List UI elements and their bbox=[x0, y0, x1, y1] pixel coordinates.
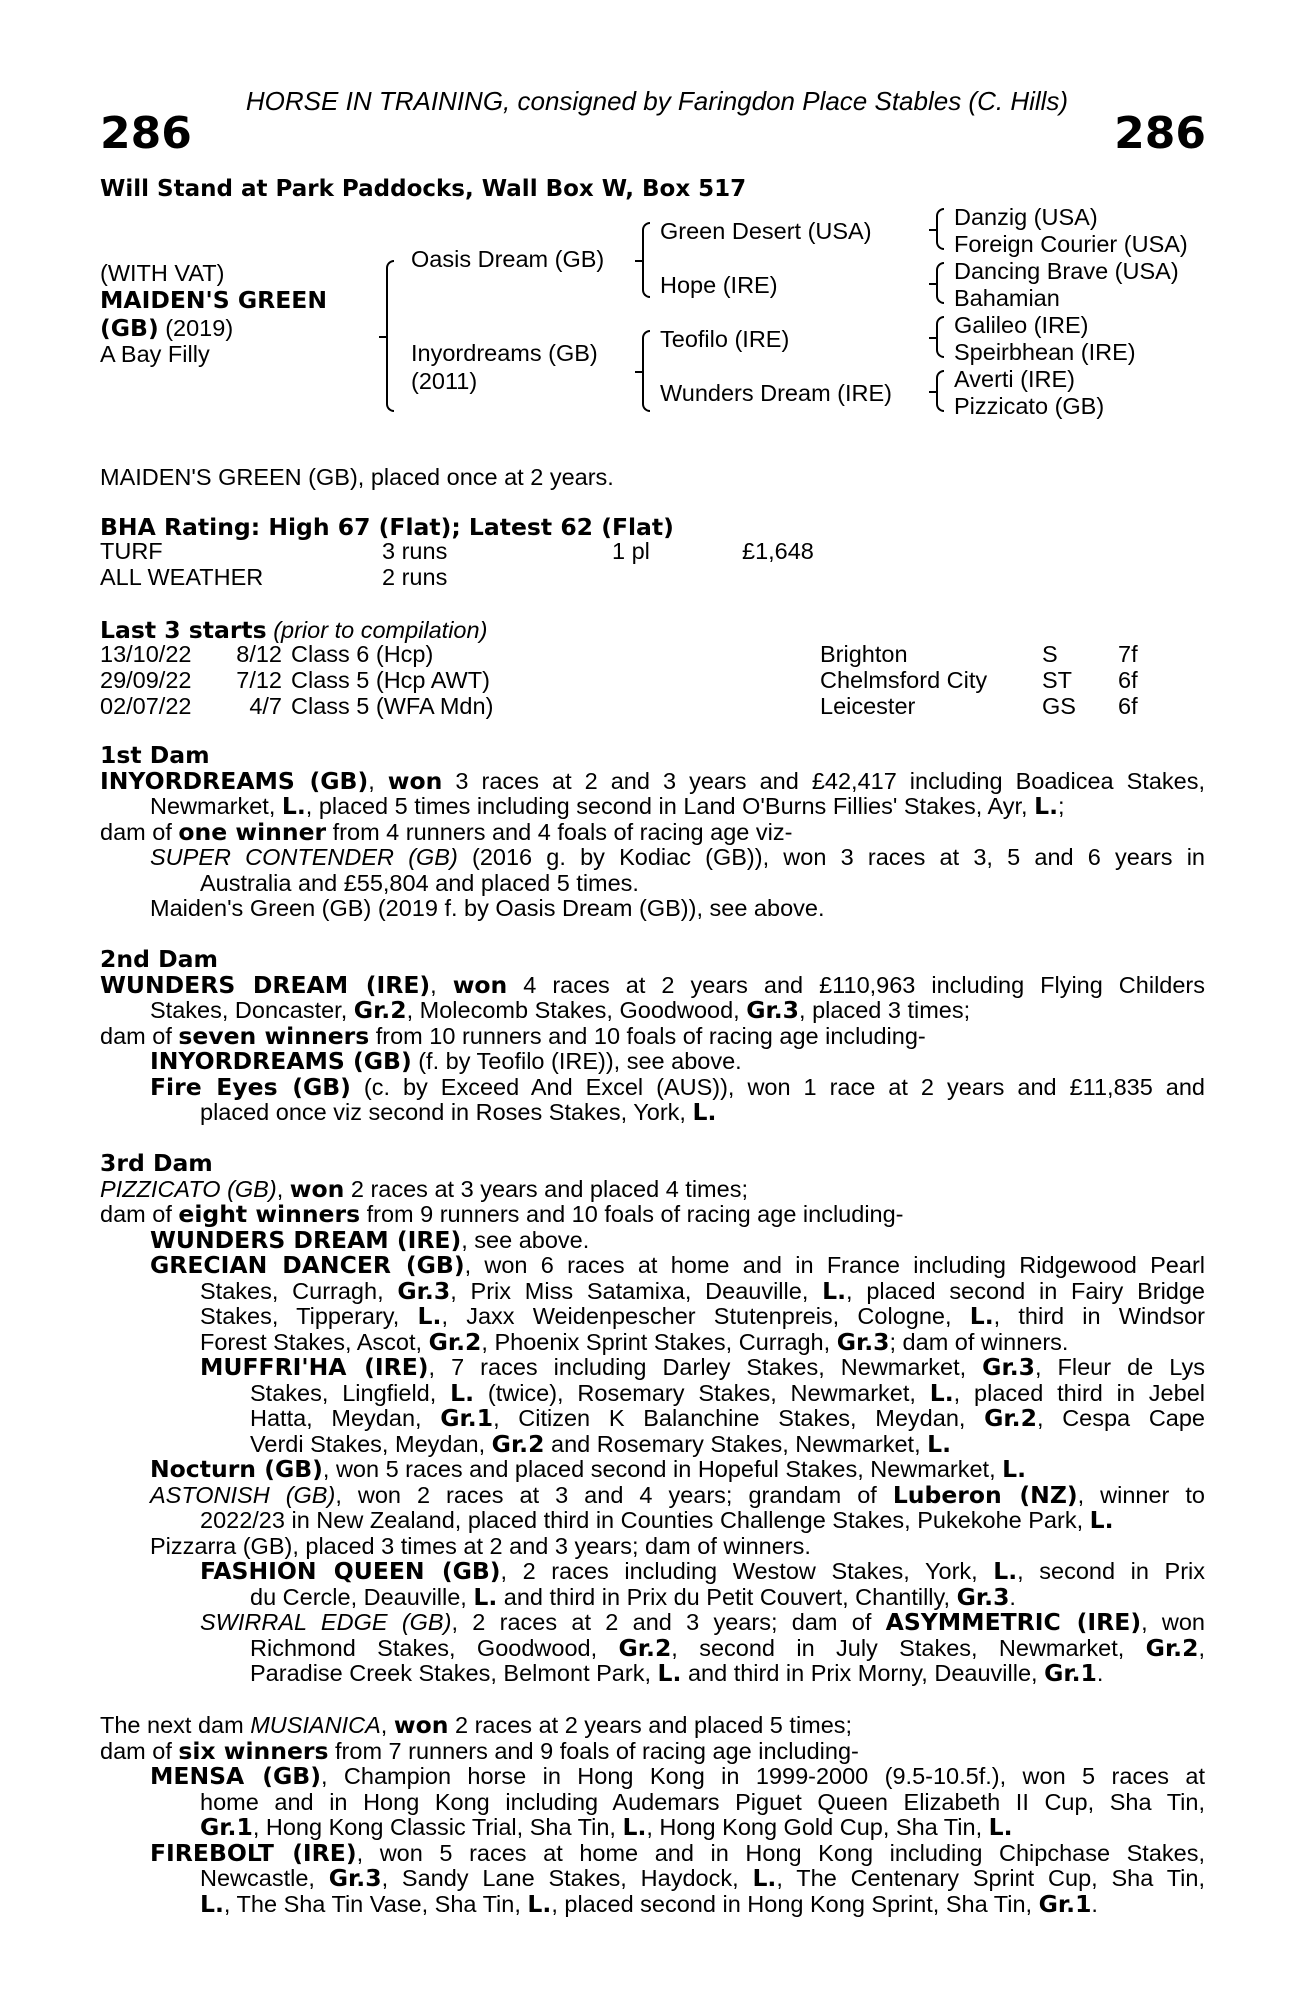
start-date: 13/10/22 bbox=[100, 641, 192, 667]
start-distance: 7f bbox=[1118, 641, 1138, 667]
dam-line: WUNDERS DREAM (IRE), won 4 races at 2 years and £110,963 including Flying Childers bbox=[100, 970, 1206, 999]
dam-line: placed once viz second in Roses Stakes, York, L. bbox=[200, 1098, 717, 1126]
rating-runs: 3 runs bbox=[382, 538, 448, 564]
dam-line: Fire Eyes (GB) (c. by Exceed And Excel (AUS)), won 1 race at 2 years and £11,835 and bbox=[150, 1072, 1205, 1101]
dam-line: MUFFRI'HA (IRE), 7 races including Darley Stakes, Newmarket, Gr.3, Fleur de Lys bbox=[200, 1353, 1205, 1381]
dam-line: Verdi Stakes, Meydan, Gr.2 and Rosemary Stakes, Newmarket, L. bbox=[250, 1429, 952, 1458]
pedigree-sdd: Bahamian bbox=[954, 285, 1060, 311]
bha-rating: BHA Rating: High 67 (Flat); Latest 62 (Flat) bbox=[100, 513, 674, 541]
lot-number-right: 286 bbox=[1114, 108, 1206, 159]
dam-line: FASHION QUEEN (GB), 2 races including Westow Stakes, York, L., second in Prix bbox=[200, 1557, 1206, 1585]
pedigree-brace bbox=[936, 262, 944, 304]
dam-line: Australia and £55,804 and placed 5 times. bbox=[200, 869, 639, 896]
start-race: Class 5 (WFA Mdn) bbox=[291, 693, 494, 719]
start-distance: 6f bbox=[1118, 693, 1138, 719]
dam-line: dam of six winners from 7 runners and 9 foals of racing age including- bbox=[100, 1736, 859, 1765]
pedigree-brace bbox=[642, 330, 650, 412]
dam-line: Richmond Stakes, Goodwood, Gr.2, second in July Stakes, Newmarket, Gr.2, bbox=[250, 1633, 1205, 1662]
dam-line: INYORDREAMS (GB) (f. by Teofilo (IRE)), see above. bbox=[150, 1047, 742, 1075]
pedigree-dss: Galileo (IRE) bbox=[954, 312, 1089, 338]
dam-line: Paradise Creek Stakes, Belmont Park, L. and third in Prix Morny, Deauville, Gr.1. bbox=[250, 1659, 1104, 1687]
pedigree-brace bbox=[936, 208, 944, 250]
pedigree-dam: Inyordreams (GB) bbox=[411, 340, 598, 366]
dam-line: Stakes, Curragh, Gr.3, Prix Miss Satamixa, Deauville, L., placed second in Fairy Bridge bbox=[200, 1276, 1205, 1305]
catalogue-header: HORSE IN TRAINING, consigned by Faringdon Place Stables (C. Hills) bbox=[245, 86, 1069, 116]
dam-line: Forest Stakes, Ascot, Gr.2, Phoenix Sprint Stakes, Curragh, Gr.3; dam of winners. bbox=[200, 1327, 1069, 1356]
stand-location: Will Stand at Park Paddocks, Wall Box W, Box 517 bbox=[100, 176, 747, 202]
pedigree-dam-dam: Wunders Dream (IRE) bbox=[660, 380, 893, 406]
start-course: Chelmsford City bbox=[820, 667, 988, 693]
dam-line: PIZZICATO (GB), won 2 races at 3 years and placed 4 times; bbox=[100, 1174, 748, 1203]
dam-line: Newcastle, Gr.3, Sandy Lane Stakes, Haydock, L., The Centenary Sprint Cup, Sha Tin, bbox=[200, 1864, 1205, 1892]
horse-name: MAIDEN'S GREEN bbox=[100, 286, 328, 314]
dam-line: home and in Hong Kong including Audemars Piguet Queen Elizabeth II Cup, Sha Tin, bbox=[200, 1788, 1205, 1815]
horse-origin-year: (GB) (2019) bbox=[100, 314, 234, 342]
dam-line: MENSA (GB), Champion horse in Hong Kong in 1999-2000 (9.5-10.5f.), won 5 races at bbox=[150, 1762, 1205, 1790]
pedigree-brace bbox=[386, 260, 394, 412]
dam-line: Stakes, Doncaster, Gr.2, Molecomb Stakes, Goodwood, Gr.3, placed 3 times; bbox=[150, 996, 971, 1024]
pedigree-sss: Danzig (USA) bbox=[954, 204, 1098, 230]
start-position: 8/12 bbox=[236, 641, 282, 667]
pedigree-sire-dam: Hope (IRE) bbox=[660, 272, 778, 298]
start-race: Class 5 (Hcp AWT) bbox=[291, 667, 490, 693]
dam-line: Pizzarra (GB), placed 3 times at 2 and 3 years; dam of winners. bbox=[150, 1532, 811, 1559]
start-course: Leicester bbox=[820, 693, 916, 719]
pedigree-dsd: Speirbhean (IRE) bbox=[954, 339, 1136, 365]
section-heading: 3rd Dam bbox=[100, 1149, 213, 1177]
rating-surface: TURF bbox=[100, 538, 163, 564]
dam-line: Maiden's Green (GB) (2019 f. by Oasis Dream (GB)), see above. bbox=[150, 895, 825, 921]
horse-description: A Bay Filly bbox=[100, 341, 210, 367]
rating-runs: 2 runs bbox=[382, 564, 448, 590]
start-race: Class 6 (Hcp) bbox=[291, 641, 434, 667]
start-position: 7/12 bbox=[236, 667, 282, 693]
start-date: 29/09/22 bbox=[100, 667, 192, 693]
rating-surface: ALL WEATHER bbox=[100, 564, 264, 590]
start-distance: 6f bbox=[1118, 667, 1138, 693]
start-course: Brighton bbox=[820, 641, 908, 667]
pedigree-dam-sire: Teofilo (IRE) bbox=[660, 326, 790, 352]
pedigree-brace bbox=[642, 222, 650, 298]
start-going: S bbox=[1042, 641, 1058, 667]
dam-line: Newmarket, L., placed 5 times including second in Land O'Burns Fillies' Stakes, Ayr, L.; bbox=[150, 792, 1065, 820]
pedigree-sire: Oasis Dream (GB) bbox=[411, 246, 605, 272]
dam-line: dam of eight winners from 9 runners and 10 foals of racing age including- bbox=[100, 1200, 904, 1228]
dam-line: dam of one winner from 4 runners and 4 foals of racing age viz- bbox=[100, 817, 793, 846]
lot-number-left: 286 bbox=[100, 108, 192, 159]
dam-line: Stakes, Tipperary, L., Jaxx Weidenpescher Stutenpreis, Cologne, L., third in Windsor bbox=[200, 1302, 1205, 1330]
pedigree-sire-sire: Green Desert (USA) bbox=[660, 218, 872, 244]
dam-line: Hatta, Meydan, Gr.1, Citizen K Balanchine Stakes, Meydan, Gr.2, Cespa Cape bbox=[250, 1404, 1206, 1432]
pedigree-brace bbox=[936, 316, 944, 358]
pedigree-brace bbox=[936, 370, 944, 412]
dam-line: du Cercle, Deauville, L. and third in Prix du Petit Couvert, Chantilly, Gr.3. bbox=[250, 1582, 1016, 1611]
dam-line: SUPER CONTENDER (GB) (2016 g. by Kodiac (GB)), won 3 races at 3, 5 and 6 years in bbox=[150, 844, 1205, 870]
dam-line: Stakes, Lingfield, L. (twice), Rosemary Stakes, Newmarket, L., placed third in Jebel bbox=[250, 1378, 1205, 1407]
dam-line: WUNDERS DREAM (IRE), see above. bbox=[150, 1225, 590, 1254]
section-heading: 1st Dam bbox=[100, 741, 210, 769]
race-summary: MAIDEN'S GREEN (GB), placed once at 2 years. bbox=[100, 464, 614, 490]
rating-prize: £1,648 bbox=[742, 538, 814, 564]
start-going: ST bbox=[1042, 667, 1073, 693]
pedigree-dds: Averti (IRE) bbox=[954, 366, 1075, 392]
pedigree-ddd: Pizzicato (GB) bbox=[954, 393, 1105, 419]
dam-line: Gr.1, Hong Kong Classic Trial, Sha Tin, L., Hong Kong Gold Cup, Sha Tin, L. bbox=[200, 1813, 1013, 1841]
dam-line: GRECIAN DANCER (GB), won 6 races at home and in France including Ridgewood Pearl bbox=[150, 1251, 1205, 1279]
dam-line: INYORDREAMS (GB), won 3 races at 2 and 3 years and £42,417 including Boadicea Stakes, bbox=[100, 766, 1206, 795]
rating-placed: 1 pl bbox=[612, 538, 650, 564]
dam-line: The next dam MUSIANICA, won 2 races at 2 years and placed 5 times; bbox=[100, 1711, 853, 1739]
pedigree-dam-year: (2011) bbox=[411, 368, 478, 394]
start-position: 4/7 bbox=[249, 693, 282, 719]
dam-line: FIREBOLT (IRE), won 5 races at home and in Hong Kong including Chipchase Stakes, bbox=[150, 1838, 1205, 1867]
section-heading: 2nd Dam bbox=[100, 945, 218, 973]
pedigree-sds: Dancing Brave (USA) bbox=[954, 258, 1179, 284]
dam-line: ASTONISH (GB), won 2 races at 3 and 4 years; grandam of Luberon (NZ), winner to bbox=[150, 1480, 1205, 1509]
dam-line: 2022/23 in New Zealand, placed third in Counties Challenge Stakes, Pukekohe Park, L. bbox=[200, 1506, 1114, 1534]
dam-line: Nocturn (GB), won 5 races and placed second in Hopeful Stakes, Newmarket, L. bbox=[150, 1455, 1027, 1483]
dam-line: SWIRRAL EDGE (GB), 2 races at 2 and 3 years; dam of ASYMMETRIC (IRE), won bbox=[200, 1608, 1205, 1636]
start-date: 02/07/22 bbox=[100, 693, 192, 719]
last-starts-heading: Last 3 starts (prior to compilation) bbox=[100, 616, 488, 644]
dam-line: dam of seven winners from 10 runners and 10 foals of racing age including- bbox=[100, 1021, 926, 1050]
start-going: GS bbox=[1042, 693, 1076, 719]
pedigree-ssd: Foreign Courier (USA) bbox=[954, 231, 1188, 257]
dam-line: L., The Sha Tin Vase, Sha Tin, L., placed second in Hong Kong Sprint, Sha Tin, Gr.1. bbox=[200, 1889, 1098, 1918]
vat-label: (WITH VAT) bbox=[100, 260, 225, 286]
